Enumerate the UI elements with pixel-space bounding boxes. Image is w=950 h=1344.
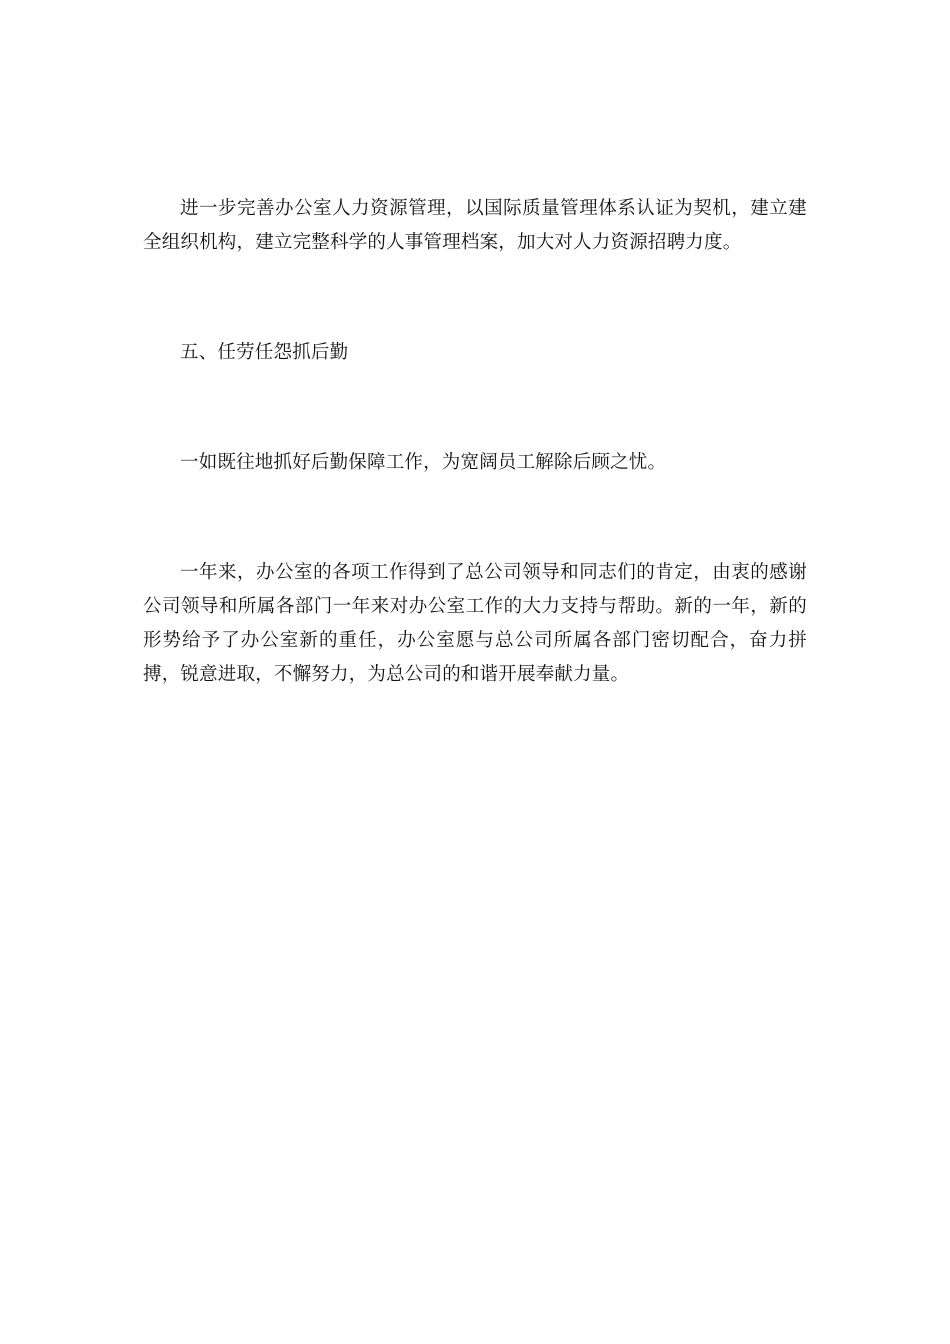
document-body <box>143 192 807 692</box>
section-heading-logistics: 五、任劳任怨抓后勤 <box>180 342 349 363</box>
paragraph-conclusion: 一年来，办公室的各项工作得到了总公司领导和同志们的肯定，由衷的感谢公司领导和所属各部门一年来对办公室工作的大力支持与帮助。新的一年，新的形势给予了办公室新的重任，办公室愿与总公司所属各部门密切配合，奋力拼搏，锐意进取，不懈努力，为总公司的和谐开展奉献力量。 <box>143 562 807 685</box>
paragraph-logistics: 一如既往地抓好后勤保障工作，为宽阔员工解除后顾之忧。 <box>180 452 667 473</box>
paragraph-hr-management: 进一步完善办公室人力资源管理，以国际质量管理体系认证为契机，建立建全组织机构，建立完整科学的人事管理档案，加大对人力资源招聘力度。 <box>143 198 807 253</box>
